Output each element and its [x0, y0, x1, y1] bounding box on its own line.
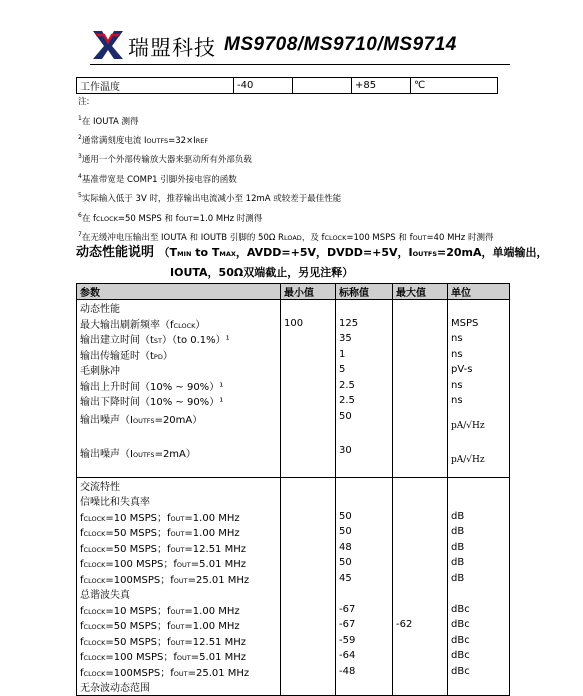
table-row: [77, 443, 510, 478]
table-cell-typ: 30: [336, 443, 393, 478]
table-cell-unit: dBc: [448, 664, 510, 680]
table-cell-max: [393, 586, 448, 602]
table-cell-typ: 1: [336, 347, 393, 363]
table-row: [77, 509, 510, 525]
table-cell-min: [281, 477, 336, 493]
table-cell-min: [281, 555, 336, 571]
note-item: $^6$在 fCLOCK=50 MSPS 和 fOUT=1.0 MHz 时测得: [78, 211, 263, 224]
table-cell-unit: pV-s: [448, 362, 510, 378]
temperature-table: [76, 77, 498, 94]
table-cell: [293, 78, 352, 94]
table-row: [77, 664, 510, 680]
table-cell-unit: dBc: [448, 648, 510, 664]
table-row: [77, 602, 510, 618]
part-numbers: MS9708/MS9710/MS9714: [224, 34, 457, 55]
table-cell-p: 输出噪声（IOUTFS=20mA）: [77, 409, 281, 443]
table-cell-min: [281, 409, 336, 443]
table-cell-unit: ns: [448, 393, 510, 409]
table-cell-max: [393, 316, 448, 332]
table-cell-typ: 50: [336, 509, 393, 525]
table-cell-p: fCLOCK=50 MSPS；fOUT=12.51 MHz: [77, 540, 281, 556]
table-row: [77, 316, 510, 332]
table-cell-max: [393, 524, 448, 540]
table-cell-unit: ns: [448, 378, 510, 394]
table-cell-typ: [336, 679, 393, 695]
table-cell-unit: dB: [448, 555, 510, 571]
table-cell-typ: [336, 477, 393, 493]
dynamic-performance-table: [76, 283, 510, 696]
table-cell: +85: [352, 78, 411, 94]
section-title: 动态性能说明 （TMIN to TMAX，AVDD=+5V，DVDD=+5V，IOUTFS=20mA，单端输出，: [76, 245, 548, 260]
table-row: [77, 409, 510, 443]
table-cell-typ: -67: [336, 617, 393, 633]
table-row: [77, 300, 510, 316]
table-cell-typ: [336, 586, 393, 602]
table-cell-max: [393, 331, 448, 347]
notes-section: [78, 95, 493, 247]
table-cell-unit: dB: [448, 540, 510, 556]
table-cell-min: [281, 378, 336, 394]
table-cell-typ: 125: [336, 316, 393, 332]
table-cell-p: fCLOCK=100MSPS；fOUT=25.01 MHz: [77, 571, 281, 587]
table-cell-min: [281, 493, 336, 509]
table-cell-p: 输出建立时间（tST）（to 0.1%）¹: [77, 331, 281, 347]
section-title-line2: IOUTA，50Ω双端截止，另见注释）: [170, 266, 354, 279]
table-cell-min: [281, 648, 336, 664]
table-cell-unit: dB: [448, 524, 510, 540]
table-cell-typ: 50: [336, 555, 393, 571]
table-cell-max: [393, 477, 448, 493]
table-cell-typ: 48: [336, 540, 393, 556]
table-row: [77, 493, 510, 509]
table-cell-typ: 50: [336, 524, 393, 540]
table-cell: -40: [234, 78, 293, 94]
table-cell-typ: [336, 300, 393, 316]
table-cell-typ: 2.5: [336, 393, 393, 409]
table-cell-max: -62: [393, 617, 448, 633]
table-cell-max: [393, 571, 448, 587]
note-item: $^2$通常满刻度电流 IOUTFS=32×IREF: [78, 134, 209, 146]
table-cell-typ: -59: [336, 633, 393, 649]
table-cell-p: 输出下降时间（10% ~ 90%）¹: [77, 393, 281, 409]
column-header: 标称值: [336, 284, 393, 300]
table-cell-p: 最大输出刷新频率（fCLOCK）: [77, 316, 281, 332]
table-cell-max: [393, 393, 448, 409]
table-cell-min: [281, 540, 336, 556]
table-row: [77, 540, 510, 556]
table-cell-typ: [336, 493, 393, 509]
table-cell-p: fCLOCK=50 MSPS；fOUT=1.00 MHz: [77, 617, 281, 633]
table-cell-max: [393, 378, 448, 394]
company-name: 瑞盟科技: [128, 36, 216, 60]
table-cell-p: fCLOCK=100MSPS；fOUT=25.01 MHz: [77, 664, 281, 680]
table-row: [77, 586, 510, 602]
note-item: $^4$基准带宽是 COMP1 引脚外接电容的函数: [78, 172, 237, 185]
table-row: [77, 477, 510, 493]
table-cell-min: [281, 633, 336, 649]
table-cell-p: 交流特性: [77, 477, 281, 493]
table-cell-unit: dBc: [448, 602, 510, 618]
table-cell-min: [281, 664, 336, 680]
table-cell-max: [393, 300, 448, 316]
table-cell-max: [393, 409, 448, 443]
table-cell-typ: 45: [336, 571, 393, 587]
table-cell-p: 输出上升时间（10% ~ 90%）¹: [77, 378, 281, 394]
table-cell-p: fCLOCK=100 MSPS；fOUT=5.01 MHz: [77, 555, 281, 571]
table-cell: 工作温度: [77, 78, 234, 94]
table-cell-p: fCLOCK=50 MSPS；fOUT=12.51 MHz: [77, 633, 281, 649]
table-row: [77, 331, 510, 347]
table-cell-unit: dB: [448, 571, 510, 587]
table-cell-max: [393, 633, 448, 649]
table-cell-typ: 5: [336, 362, 393, 378]
column-header: 参数: [77, 284, 281, 300]
table-row: [77, 617, 510, 633]
table-cell-typ: -67: [336, 602, 393, 618]
table-row: [77, 78, 498, 94]
table-cell-min: 100: [281, 316, 336, 332]
table-cell-min: [281, 571, 336, 587]
table-cell: ℃: [411, 78, 498, 94]
table-cell-min: [281, 524, 336, 540]
table-cell-unit: ns: [448, 331, 510, 347]
table-cell-min: [281, 347, 336, 363]
note-item: $^7$在无缓冲电压输出至 IOUTA 和 IOUTB 引脚的 50Ω RLOAD，及 fCLOCK=100 MSPS 和 fOUT=40 MHz 时测得: [78, 231, 494, 243]
table-cell-unit: [448, 477, 510, 493]
document-header: [90, 27, 510, 63]
column-header: 最大值: [393, 284, 448, 300]
table-cell-max: [393, 679, 448, 695]
table-cell-p: fCLOCK=10 MSPS；fOUT=1.00 MHz: [77, 509, 281, 525]
table-cell-min: [281, 602, 336, 618]
table-cell-p: 总谐波失真: [77, 586, 281, 602]
table-cell-typ: 2.5: [336, 378, 393, 394]
table-cell-p: 无杂波动态范围: [77, 679, 281, 695]
table-cell-unit: ns: [448, 347, 510, 363]
note-item: $^1$在 IOUTA 测得: [78, 114, 139, 127]
table-cell-unit: [448, 679, 510, 695]
company-logo-icon: [90, 27, 128, 61]
table-cell-typ: 35: [336, 331, 393, 347]
table-cell-min: [281, 679, 336, 695]
table-cell-max: [393, 509, 448, 525]
notes-title: 注:: [78, 97, 90, 107]
column-header: 单位: [448, 284, 510, 300]
table-row: [77, 393, 510, 409]
table-cell-unit: dBc: [448, 617, 510, 633]
table-cell-p: 输出噪声（IOUTFS=2mA）: [77, 443, 281, 478]
table-row: [77, 347, 510, 363]
table-cell-min: [281, 509, 336, 525]
table-row: [77, 648, 510, 664]
table-cell-p: 输出传输延时（tPD）: [77, 347, 281, 363]
table-cell-max: [393, 362, 448, 378]
table-cell-p: fCLOCK=100 MSPS；fOUT=5.01 MHz: [77, 648, 281, 664]
table-cell-min: [281, 331, 336, 347]
table-cell-unit: pA/√Hz: [448, 443, 510, 478]
table-row: [77, 633, 510, 649]
table-cell-min: [281, 586, 336, 602]
table-cell-unit: MSPS: [448, 316, 510, 332]
table-cell-min: [281, 443, 336, 478]
table-cell-p: 信噪比和失真率: [77, 493, 281, 509]
table-cell-unit: [448, 300, 510, 316]
table-cell-unit: dBc: [448, 633, 510, 649]
table-cell-p: 毛刺脉冲: [77, 362, 281, 378]
table-header-row: [77, 284, 510, 300]
table-cell-min: [281, 300, 336, 316]
table-cell-p: fCLOCK=10 MSPS；fOUT=1.00 MHz: [77, 602, 281, 618]
table-row: [77, 362, 510, 378]
table-cell-unit: pA/√Hz: [448, 409, 510, 443]
table-row: [77, 571, 510, 587]
table-cell-max: [393, 493, 448, 509]
table-cell-p: 动态性能: [77, 300, 281, 316]
header-rule: [90, 64, 510, 65]
table-cell-typ: -48: [336, 664, 393, 680]
table-row: [77, 679, 510, 695]
column-header: 最小值: [281, 284, 336, 300]
note-item: $^3$通用一个外部传输放大器来驱动所有外部负载: [78, 153, 252, 166]
table-cell-max: [393, 648, 448, 664]
table-cell-max: [393, 555, 448, 571]
table-cell-max: [393, 602, 448, 618]
table-row: [77, 555, 510, 571]
table-cell-unit: [448, 586, 510, 602]
table-cell-p: fCLOCK=50 MSPS；fOUT=1.00 MHz: [77, 524, 281, 540]
table-cell-max: [393, 540, 448, 556]
note-item: $^5$实际输入低于 3V 时，推荐输出电流减小至 12mA 或较差于最佳性能: [78, 192, 342, 205]
table-cell-max: [393, 443, 448, 478]
table-cell-unit: [448, 493, 510, 509]
table-cell-min: [281, 393, 336, 409]
table-cell-typ: -64: [336, 648, 393, 664]
table-cell-typ: 50: [336, 409, 393, 443]
table-cell-max: [393, 664, 448, 680]
table-cell-unit: dB: [448, 509, 510, 525]
table-row: [77, 524, 510, 540]
table-cell-max: [393, 347, 448, 363]
table-cell-min: [281, 362, 336, 378]
table-row: [77, 378, 510, 394]
table-cell-min: [281, 617, 336, 633]
